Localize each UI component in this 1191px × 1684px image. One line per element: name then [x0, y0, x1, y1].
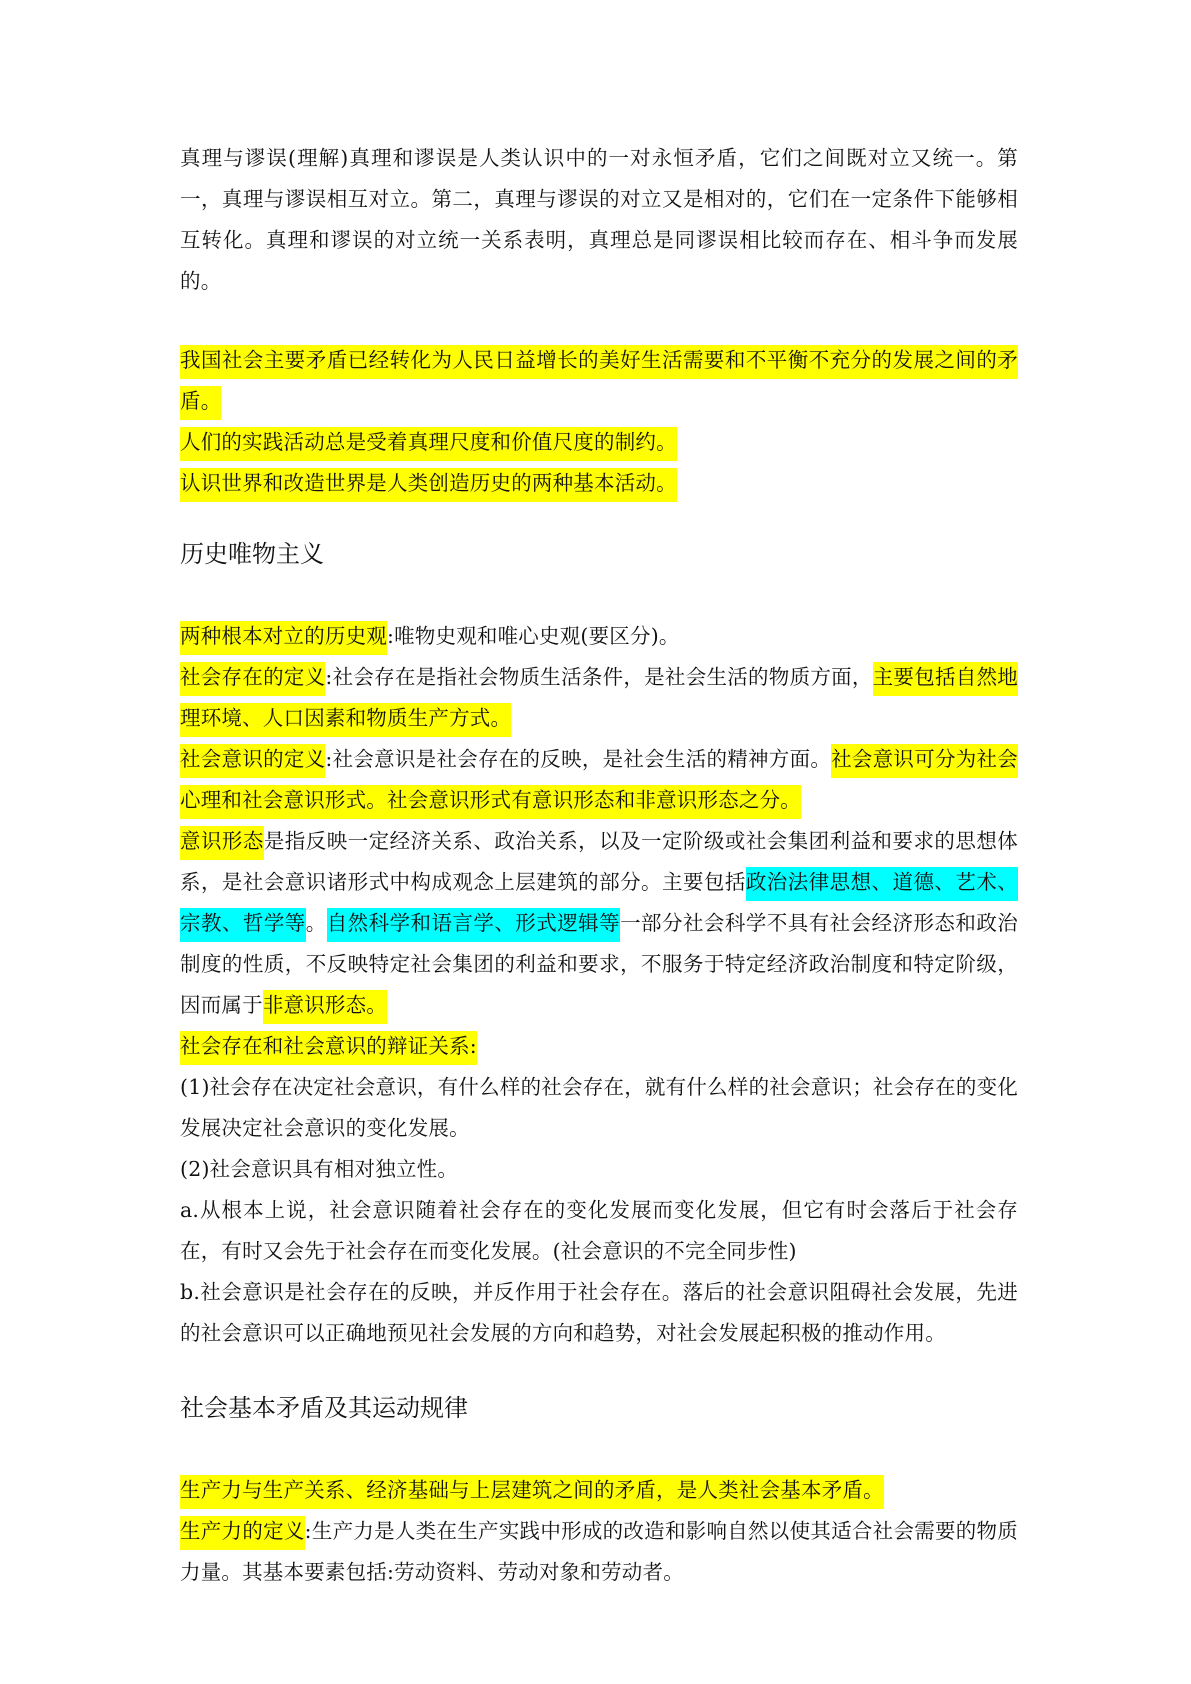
highlight-yellow: 我国社会主要矛盾已经转化为人民日益增长的美好生活需要和不平衡不充分的发展之间的矛盾。 [180, 345, 1018, 420]
paragraph-ideology [180, 821, 1018, 1026]
text-run: b.社会意识是社会存在的反映，并反作用于社会存在。落后的社会意识阻碍社会发展，先进的社会意识可以正确地预见社会发展的方向和趋势，对社会发展起积极的推动作用。 [180, 1280, 1018, 1345]
paragraph-basic-contradiction [180, 1470, 1018, 1511]
section-heading-basic-contradiction: 社会基本矛盾及其运动规律 [180, 1394, 468, 1422]
highlight-yellow: 社会意识可分为社会心理和社会意识形式。社会意识形式有意识形态和非意识形态之分。 [180, 744, 1018, 819]
highlight-yellow: 两种根本对立的历史观 [180, 621, 387, 655]
paragraph-point-a [180, 1190, 1018, 1272]
highlight-yellow: 意识形态 [180, 826, 264, 860]
highlight-yellow: 社会意识的定义 [180, 744, 325, 778]
paragraph-point-2 [180, 1149, 1018, 1190]
paragraph-main-contradiction [180, 340, 1018, 422]
text-run: :社会存在是指社会物质生活条件，是社会生活的物质方面， [325, 665, 873, 689]
paragraph-point-b [180, 1272, 1018, 1354]
paragraph-social-consciousness [180, 739, 1018, 821]
highlight-yellow: 人们的实践活动总是受着真理尺度和价值尺度的制约。 [180, 427, 677, 461]
paragraph-two-activities [180, 463, 1018, 504]
highlight-yellow: 社会存在和社会意识的辩证关系: [180, 1031, 477, 1065]
paragraph-two-views [180, 616, 1018, 657]
text-run: a.从根本上说，社会意识随着社会存在的变化发展而变化发展，但它有时会落后于社会存在，有时又会先于社会存在而变化发展。(社会意识的不完全同步性) [180, 1198, 1018, 1263]
section-heading-historical-materialism: 历史唯物主义 [180, 540, 324, 568]
highlight-cyan: 政治法律思想、道德、艺术、宗教、哲学等 [180, 867, 1018, 942]
document-page [180, 138, 1018, 1593]
text-run: 是指反映一定经济关系、政治关系，以及一定阶级或社会集团利益和要求的思想体系，是社会意识诸形式中构成观念上层建筑的部分。主要包括 [180, 829, 1018, 894]
text-run: :生产力是人类在生产实践中形成的改造和影响自然以使其适合社会需要的物质力量。其基本要素包括:劳动资料、劳动对象和劳动者。 [180, 1519, 1019, 1584]
text-run: 一部分社会科学不具有社会经济形态和政治制度的性质，不反映特定社会集团的利益和要求，不服务于特定经济政治制度和特定阶级，因而属于 [180, 911, 1018, 1017]
highlight-yellow: 生产力的定义 [180, 1516, 305, 1550]
paragraph-practice-scale [180, 422, 1018, 463]
text-run: 。 [305, 911, 327, 935]
highlight-yellow: 生产力与生产关系、经济基础与上层建筑之间的矛盾，是人类社会基本矛盾。 [180, 1475, 884, 1509]
text-run: :社会意识是社会存在的反映，是社会生活的精神方面。 [325, 747, 832, 771]
highlight-yellow: 非意识形态。 [263, 990, 387, 1024]
paragraph-productive-forces [180, 1511, 1018, 1593]
paragraph-point-1 [180, 1067, 1018, 1149]
paragraph-truth-error [180, 138, 1018, 302]
text-run: (2)社会意识具有相对独立性。 [180, 1157, 459, 1181]
highlight-yellow: 主要包括自然地理环境、人口因素和物质生产方式。 [180, 662, 1018, 737]
highlight-yellow: 认识世界和改造世界是人类创造历史的两种基本活动。 [180, 468, 677, 502]
paragraph-social-existence [180, 657, 1018, 739]
text-run: (1)社会存在决定社会意识，有什么样的社会存在，就有什么样的社会意识；社会存在的变化发展决定社会意识的变化发展。 [180, 1075, 1018, 1140]
paragraph-dialectic-relation [180, 1026, 1018, 1067]
text-run: 真理与谬误(理解)真理和谬误是人类认识中的一对永恒矛盾，它们之间既对立又统一。第一，真理与谬误相互对立。第二，真理与谬误的对立又是相对的，它们在一定条件下能够相互转化。真理和谬误的对立统一关系表明，真理总是同谬误相比较而存在、相斗争而发展的。 [180, 146, 1018, 293]
highlight-yellow: 社会存在的定义 [180, 662, 325, 696]
highlight-cyan: 自然科学和语言学、形式逻辑等 [327, 908, 620, 942]
text-run: :唯物史观和唯心史观(要区分)。 [387, 624, 680, 648]
